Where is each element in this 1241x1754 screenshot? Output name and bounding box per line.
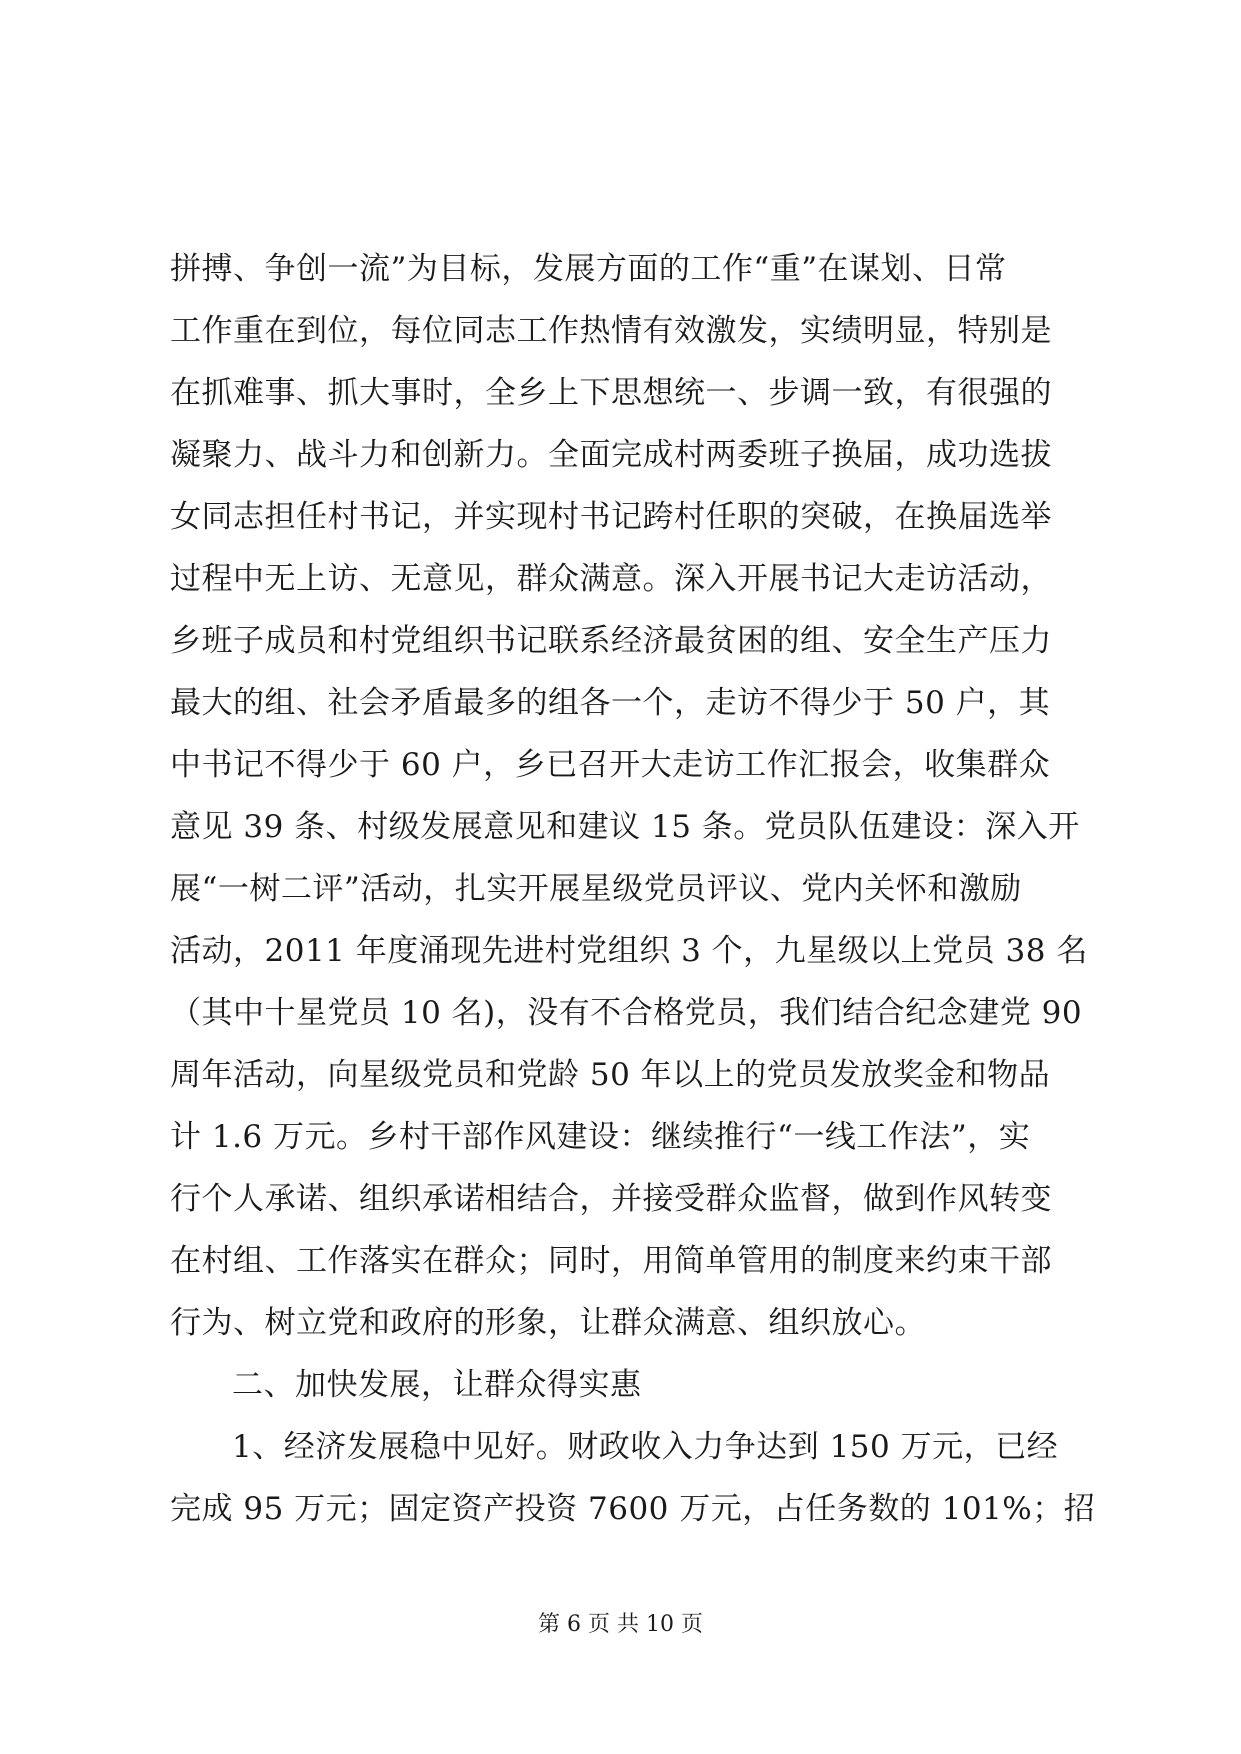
text-line: 展“一树二评”活动，扎实开展星级党员评议、党内关怀和激励: [170, 871, 1022, 907]
text-line: 意见 39 条、村级发展意见和建议 15 条。党员队伍建设：深入开: [170, 809, 1080, 845]
text-line: 1、经济发展稳中见好。财政收入力争达到 150 万元，已经: [232, 1429, 1059, 1465]
text-line: 乡班子成员和村党组织书记联系经济最贫困的组、安全生产压力: [170, 623, 1052, 659]
text-line: （其中十星党员 10 名)，没有不合格党员，我们结合纪念建党 90: [170, 995, 1083, 1031]
text-line: 计 1.6 万元。乡村干部作风建设：继续推行“一线工作法”，实: [170, 1119, 1031, 1155]
text-line: 在村组、工作落实在群众；同时，用简单管用的制度来约束干部: [170, 1243, 1052, 1279]
text-line: 行为、树立党和政府的形象，让群众满意、组织放心。: [170, 1305, 926, 1341]
text-line: 中书记不得少于 60 户，乡已召开大走访工作汇报会，收集群众: [170, 747, 1051, 783]
section-heading: 二、加快发展，让群众得实惠: [232, 1367, 642, 1403]
text-line: 完成 95 万元；固定资产投资 7600 万元，占任务数的 101%；招: [170, 1491, 1096, 1527]
text-line: 女同志担任村书记，并实现村书记跨村任职的突破，在换届选举: [170, 499, 1052, 535]
text-line: 拼搏、争创一流”为目标，发展方面的工作“重”在谋划、日常: [170, 251, 1007, 287]
text-line: 周年活动，向星级党员和党龄 50 年以上的党员发放奖金和物品: [170, 1057, 1051, 1093]
text-line: 工作重在到位，每位同志工作热情有效激发，实绩明显，特别是: [170, 313, 1052, 349]
text-line: 凝聚力、战斗力和创新力。全面完成村两委班子换届，成功选拔: [170, 437, 1052, 473]
text-line: 最大的组、社会矛盾最多的组各一个，走访不得少于 50 户，其: [170, 685, 1051, 721]
text-line: 行个人承诺、组织承诺相结合，并接受群众监督，做到作风转变: [170, 1181, 1052, 1217]
text-line: 过程中无上访、无意见，群众满意。深入开展书记大走访活动，: [170, 561, 1052, 597]
text-line: 活动，2011 年度涌现先进村党组织 3 个，九星级以上党员 38 名: [170, 933, 1088, 969]
text-line: 在抓难事、抓大事时，全乡上下思想统一、步调一致，有很强的: [170, 375, 1052, 411]
page-footer: 第 6 页 共 10 页: [538, 1612, 703, 1637]
